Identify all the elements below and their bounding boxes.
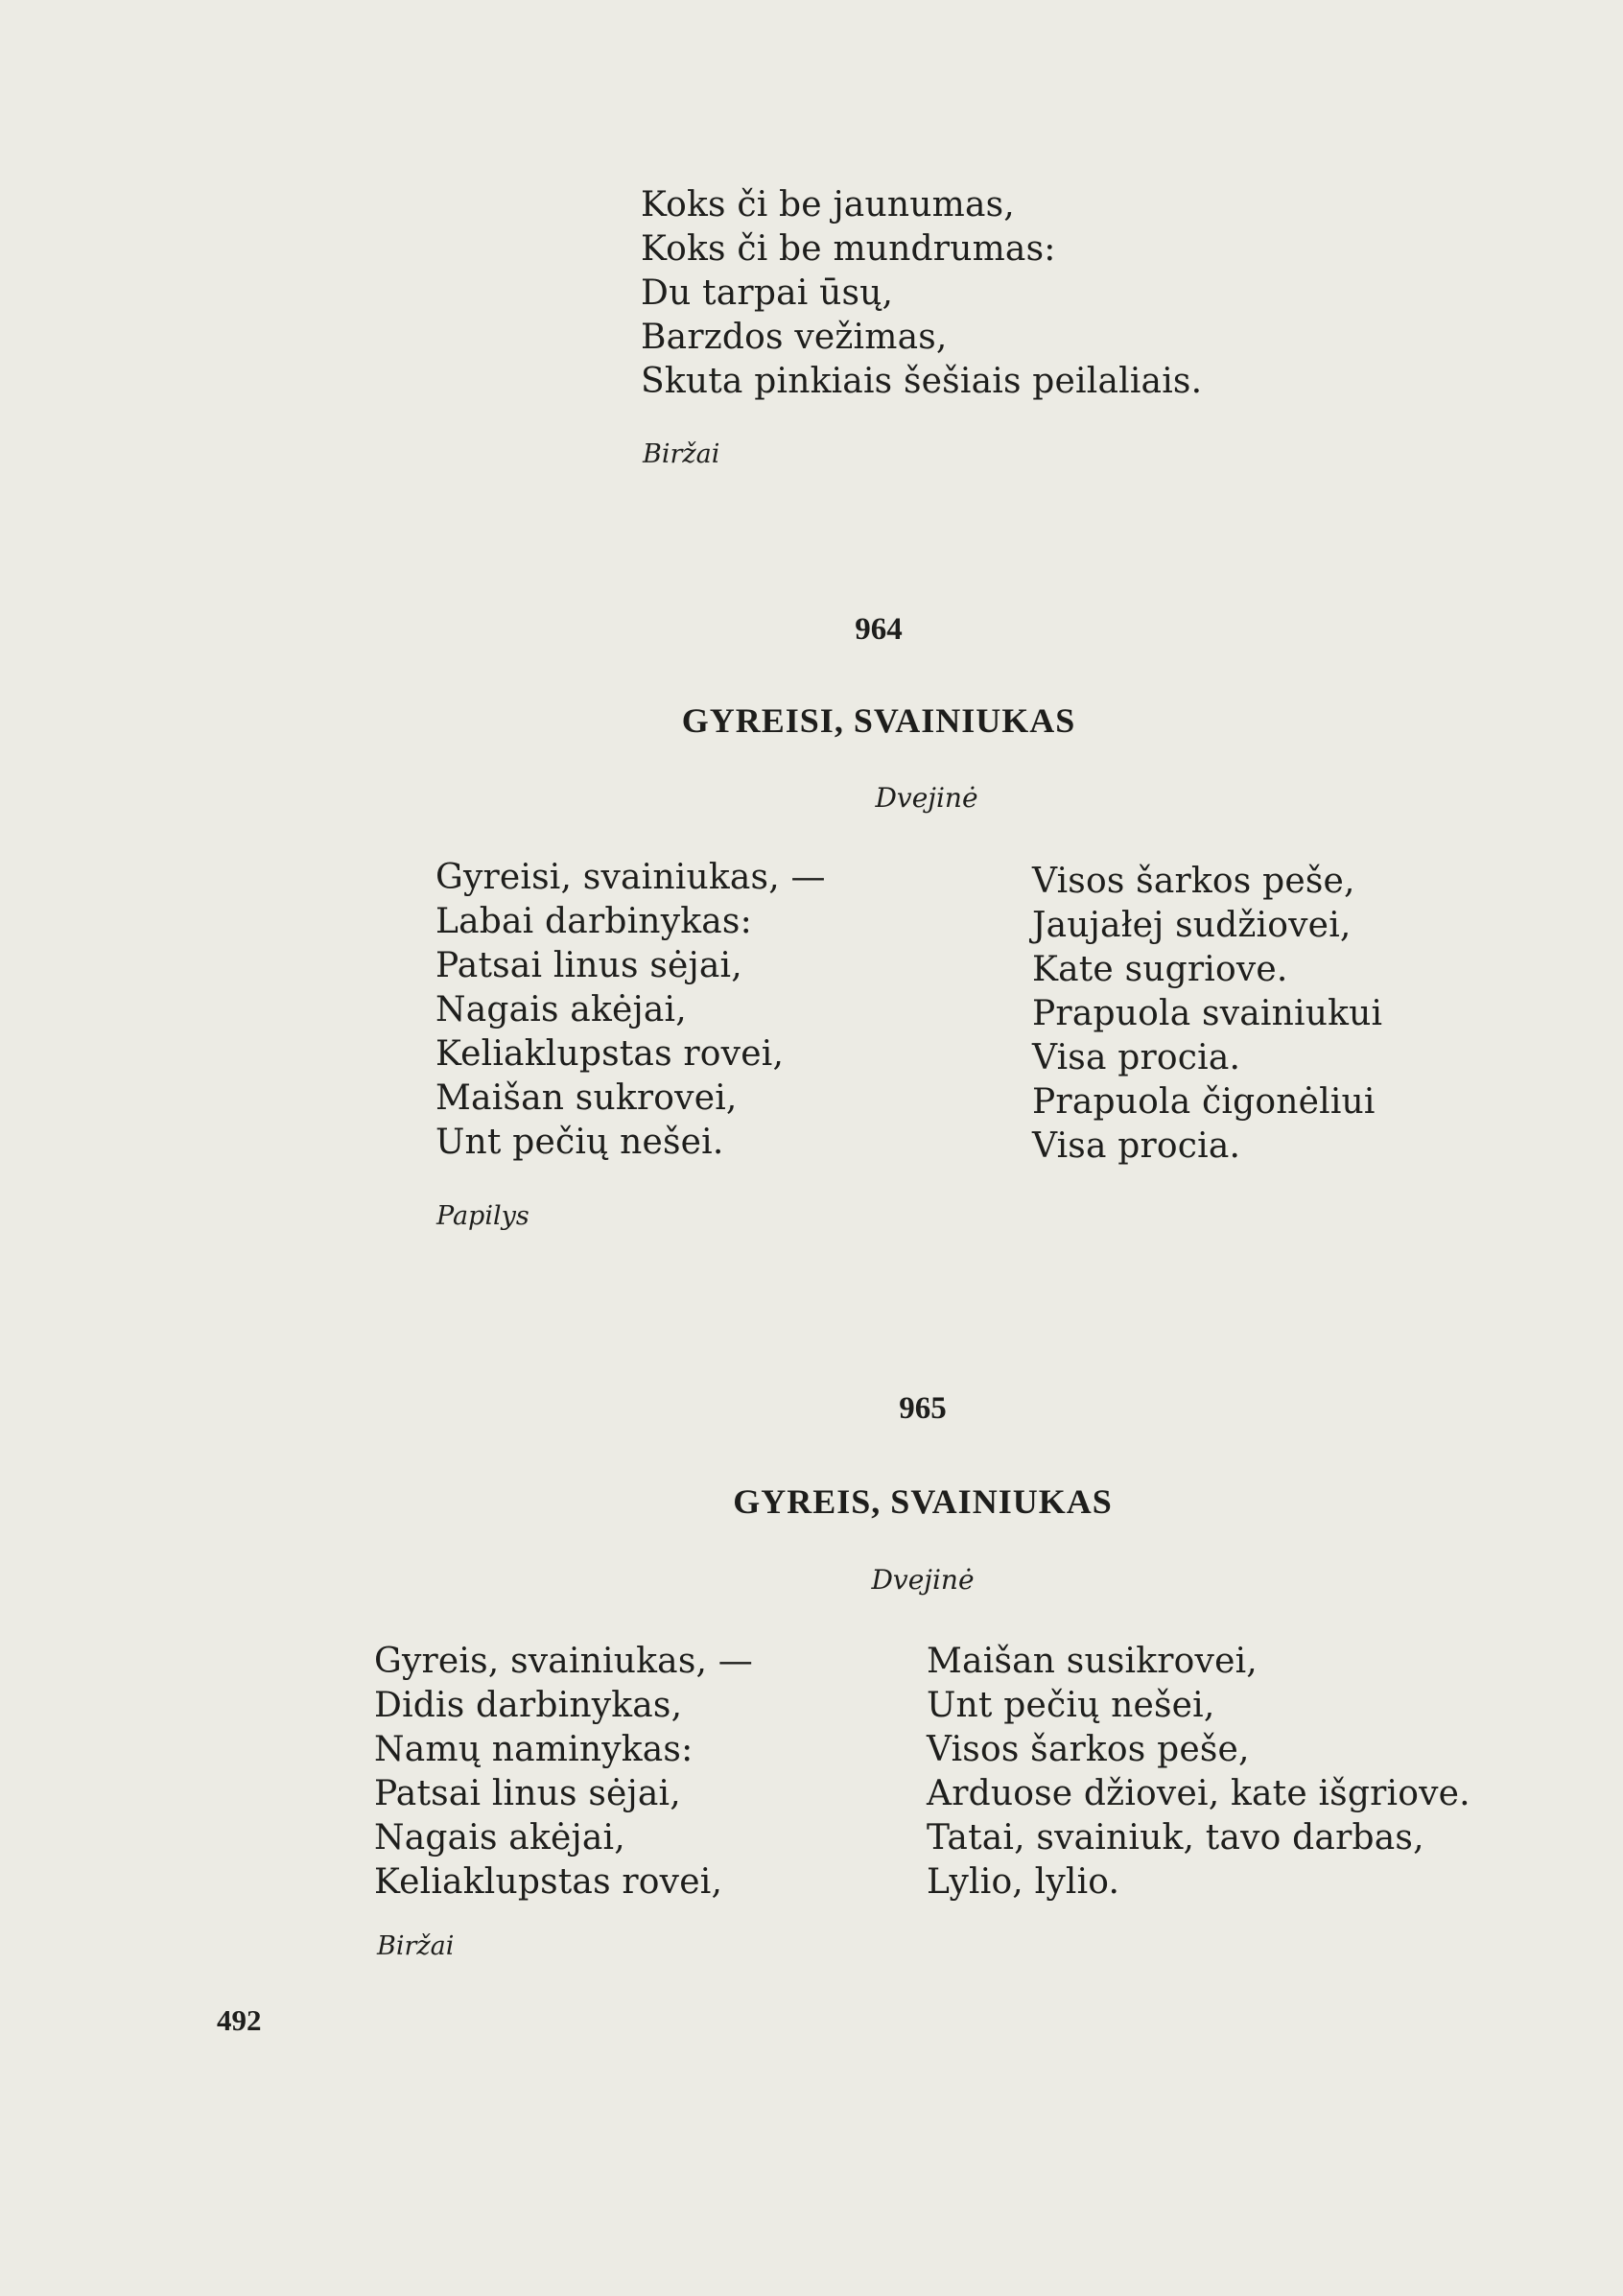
song-965-number: 965 bbox=[899, 1391, 947, 1426]
verse-line: Jaujałej sudžiovei, bbox=[1032, 906, 1352, 945]
verse-line: Keliaklupstas rovei, bbox=[374, 1862, 723, 1902]
song-963-place: Biržai bbox=[643, 439, 720, 469]
verse-line: Namų naminykas: bbox=[374, 1730, 694, 1769]
verse-line: Barzdos vežimas, bbox=[641, 318, 948, 357]
verse-line: Labai darbinykas: bbox=[435, 902, 752, 941]
verse-line: Koks či be jaunumas, bbox=[641, 185, 1015, 225]
verse-line: Didis darbinykas, bbox=[374, 1686, 683, 1725]
verse-line: Visa procia. bbox=[1032, 1126, 1241, 1166]
verse-line: Koks či be mundrumas: bbox=[641, 229, 1056, 269]
song-965-title: GYREIS, SVAINIUKAS bbox=[733, 1482, 1113, 1521]
verse-line: Patsai linus sėjai, bbox=[435, 946, 742, 985]
song-964-right-column bbox=[1032, 860, 1382, 1169]
song-964-title: GYREISI, SVAINIUKAS bbox=[681, 701, 1076, 740]
song-965-place: Biržai bbox=[377, 1931, 455, 1961]
song-964-subtitle: Dvejinė bbox=[875, 782, 978, 814]
verse-line: Lylio, lylio. bbox=[927, 1862, 1120, 1902]
verse-line: Arduose džiovei, kate išgriove. bbox=[927, 1774, 1470, 1813]
verse-line: Prapuola svainiukui bbox=[1032, 994, 1383, 1033]
verse-line: Visos šarkos peše, bbox=[1032, 862, 1355, 901]
song-965-subtitle: Dvejinė bbox=[871, 1564, 975, 1596]
verse-line: Unt pečių nešei, bbox=[927, 1686, 1215, 1725]
song-963-ending bbox=[641, 183, 1202, 404]
verse-line: Du tarpai ūsų, bbox=[641, 273, 894, 313]
verse-line: Visa procia. bbox=[1032, 1038, 1241, 1077]
verse-line: Gyreisi, svainiukas, — bbox=[435, 858, 826, 897]
song-964-left-column bbox=[435, 856, 826, 1165]
verse-line: Nagais akėjai, bbox=[435, 990, 687, 1030]
verse-line: Nagais akėjai, bbox=[374, 1818, 625, 1858]
verse-line: Tatai, svainiuk, tavo darbas, bbox=[927, 1818, 1424, 1858]
verse-line: Kate sugriove. bbox=[1032, 950, 1288, 989]
verse-line: Visos šarkos peše, bbox=[927, 1730, 1250, 1769]
song-964-number: 964 bbox=[855, 612, 903, 647]
song-964-place: Papilys bbox=[436, 1201, 529, 1231]
verse-line: Patsai linus sėjai, bbox=[374, 1774, 681, 1813]
verse-line: Keliaklupstas rovei, bbox=[435, 1034, 785, 1074]
verse-line: Skuta pinkiais šešiais peilaliais. bbox=[641, 362, 1203, 401]
verse-line: Unt pečių nešei. bbox=[435, 1123, 724, 1162]
song-965-left-column bbox=[374, 1640, 753, 1905]
song-965-right-column bbox=[927, 1640, 1470, 1905]
page-number: 492 bbox=[217, 2003, 262, 2037]
verse-line: Maišan sukrovei, bbox=[435, 1078, 738, 1118]
verse-line: Prapuola čigonėliui bbox=[1032, 1082, 1376, 1122]
verse-line: Gyreis, svainiukas, — bbox=[374, 1642, 753, 1681]
verse-line: Maišan susikrovei, bbox=[927, 1642, 1258, 1681]
